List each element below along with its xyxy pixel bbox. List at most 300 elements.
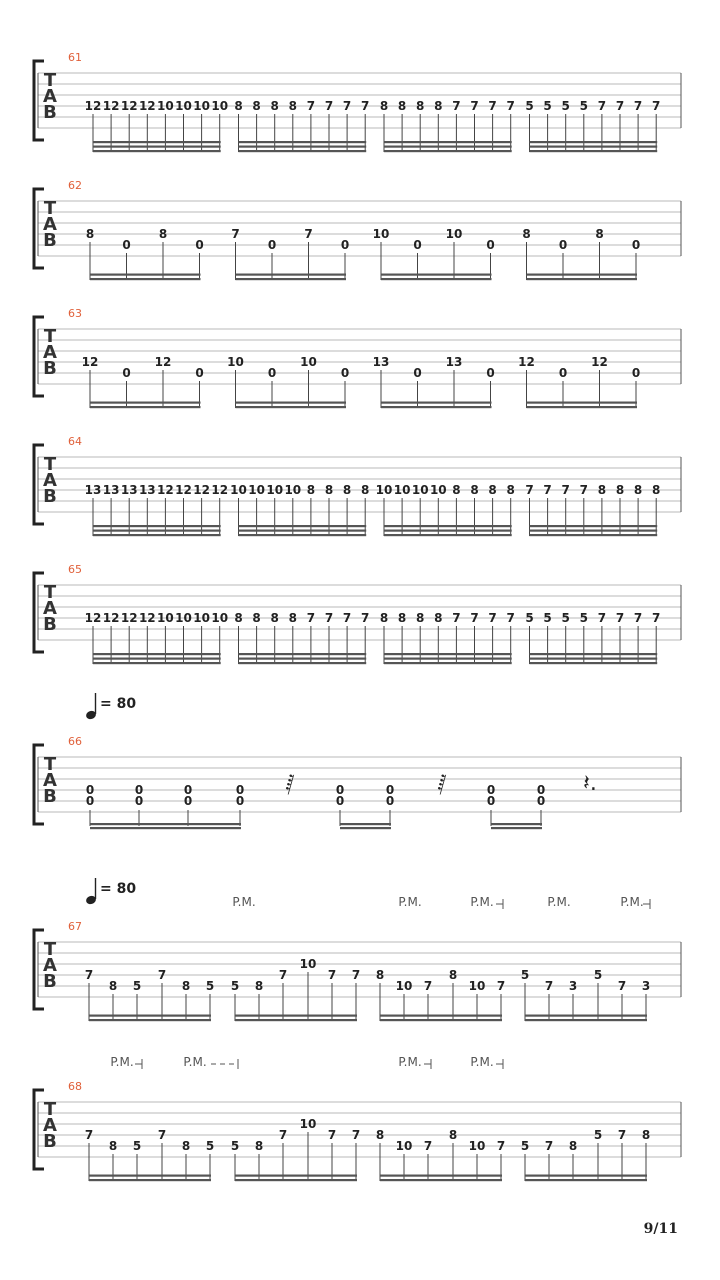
beam [93, 534, 221, 536]
fret-number: 7 [84, 968, 94, 982]
fret-number: 5 [561, 99, 570, 113]
fret-number: 8 [397, 611, 407, 625]
fret-number: 12 [591, 355, 608, 369]
beam [530, 653, 658, 655]
beam [235, 1015, 357, 1017]
fret-number: 10 [468, 1139, 486, 1153]
fret-number: 8 [324, 483, 334, 497]
fret-number: 0 [558, 366, 568, 380]
fret-number: 7 [327, 1128, 337, 1142]
fret-number: 7 [423, 1139, 433, 1153]
fret-number: 7 [544, 1139, 554, 1153]
fret-number: 0 [134, 794, 144, 808]
fret-number: 8 [615, 483, 625, 497]
fret-number: 0 [335, 783, 345, 797]
fret-number: 10 [299, 1117, 317, 1131]
tempo-marking: = 80 [100, 881, 137, 897]
fret-number: 7 [525, 483, 534, 497]
fret-number: 0 [536, 794, 546, 808]
fret-number: 8 [470, 483, 479, 497]
beam [239, 146, 367, 148]
fret-number: 0 [340, 366, 350, 380]
fret-number: 8 [270, 99, 279, 113]
fret-number: 7 [278, 968, 288, 982]
fret-number: 5 [579, 611, 588, 625]
beam [384, 141, 512, 143]
fret-number: 8 [158, 227, 168, 241]
fret-number: 8 [375, 1128, 385, 1142]
tab-system-63 [34, 307, 681, 408]
tab-system-68 [34, 1055, 681, 1181]
beam [525, 1179, 647, 1181]
fret-number: 0 [536, 783, 546, 797]
fret-number: 7 [470, 611, 479, 625]
tab-clef-a: A [43, 598, 57, 619]
palm-mute-label: P.M. [398, 895, 422, 909]
fret-number: 5 [525, 99, 534, 113]
fret-number: 7 [488, 611, 497, 625]
fret-number: 10 [375, 483, 393, 497]
fret-number: 10 [393, 483, 411, 497]
fret-number: 0 [267, 366, 277, 380]
beam [239, 662, 367, 664]
fret-number: 12 [102, 99, 120, 113]
fret-number: 7 [652, 99, 661, 113]
tab-system-62 [34, 179, 681, 280]
beam [525, 1019, 647, 1021]
fret-number: 8 [448, 968, 458, 982]
fret-number: 7 [506, 99, 515, 113]
fret-number: 10 [300, 355, 317, 369]
beam [90, 827, 241, 829]
tab-clef-b: B [43, 1131, 57, 1152]
fret-number: 5 [593, 1128, 603, 1142]
fret-number: 10 [284, 483, 302, 497]
fret-number: 0 [267, 238, 277, 252]
palm-mute-label: P.M. [398, 1055, 422, 1069]
beam [530, 146, 658, 148]
fret-number: 10 [211, 611, 229, 625]
palm-mute-label: P.M. [110, 1055, 134, 1069]
fret-number: 5 [543, 611, 552, 625]
fret-number: 7 [306, 611, 316, 625]
tab-clef-t: T [43, 198, 57, 219]
fret-number: 13 [138, 483, 156, 497]
fret-number: 8 [270, 611, 279, 625]
beam [384, 525, 512, 527]
tab-system-67 [34, 878, 681, 1021]
fret-number: 8 [288, 611, 297, 625]
tab-system-64 [34, 435, 681, 536]
fret-number: 3 [568, 979, 578, 993]
fret-number: 0 [183, 794, 193, 808]
beam [384, 150, 512, 152]
fret-number: 7 [324, 99, 334, 113]
tab-clef-b: B [43, 230, 57, 251]
fret-number: 12 [138, 99, 156, 113]
fret-number: 7 [452, 611, 461, 625]
fret-number: 5 [525, 611, 534, 625]
fret-number: 7 [615, 611, 625, 625]
fret-number: 7 [84, 1128, 94, 1142]
fret-number: 8 [85, 227, 95, 241]
fret-number: 5 [132, 1139, 142, 1153]
page-number: 9/11 [643, 1221, 678, 1237]
fret-number: 5 [520, 968, 530, 982]
fret-number: 5 [520, 1139, 530, 1153]
beam [89, 1179, 211, 1181]
beam [93, 146, 221, 148]
beam [491, 827, 542, 829]
fret-number: 7 [496, 1139, 506, 1153]
beam [384, 658, 512, 660]
fret-number: 7 [597, 611, 607, 625]
fret-number: 7 [633, 99, 643, 113]
beam [530, 658, 658, 660]
fret-number: 0 [122, 366, 131, 380]
fret-number: 5 [579, 99, 588, 113]
fret-number: 8 [306, 483, 316, 497]
beam [340, 827, 391, 829]
fret-number: 8 [379, 611, 389, 625]
fret-number: 7 [506, 611, 515, 625]
fret-number: 12 [84, 99, 102, 113]
fret-number: 8 [597, 483, 607, 497]
fret-number: 7 [561, 483, 570, 497]
fret-number: 13 [372, 355, 390, 369]
measure-number: 64 [68, 435, 82, 448]
rest-icon: 𝄽. [583, 771, 597, 796]
tab-clef-a: A [43, 470, 57, 491]
tab-clef-a: A [43, 770, 57, 791]
fret-number: 5 [561, 611, 570, 625]
beam [381, 406, 492, 408]
fret-number: 7 [342, 99, 352, 113]
fret-number: 8 [452, 483, 461, 497]
beam [235, 1019, 357, 1021]
beam [93, 530, 221, 532]
fret-number: 0 [340, 238, 350, 252]
beam [236, 402, 347, 404]
beam [235, 1179, 357, 1181]
fret-number: 7 [652, 611, 661, 625]
tab-clef-t: T [43, 454, 57, 475]
beam [93, 150, 221, 152]
fret-number: 7 [361, 99, 370, 113]
tab-clef-b: B [43, 486, 57, 507]
fret-number: 10 [157, 611, 174, 625]
fret-number: 13 [120, 483, 138, 497]
beam [530, 141, 658, 143]
fret-number: 10 [445, 227, 463, 241]
fret-number: 5 [205, 979, 215, 993]
fret-number: 8 [522, 227, 531, 241]
fret-number: 8 [434, 99, 443, 113]
beam [381, 402, 492, 404]
fret-number: 7 [351, 968, 361, 982]
fret-number: 0 [486, 794, 496, 808]
fret-number: 0 [235, 794, 245, 808]
beam [380, 1175, 502, 1177]
fret-number: 8 [288, 99, 297, 113]
fret-number: 12 [84, 611, 102, 625]
fret-number: 7 [617, 1128, 627, 1142]
fret-number: 7 [304, 227, 313, 241]
fret-number: 8 [633, 483, 643, 497]
fret-number: 12 [193, 483, 210, 497]
fret-number: 0 [235, 783, 245, 797]
fret-number: 12 [120, 611, 138, 625]
beam [384, 662, 512, 664]
fret-number: 12 [154, 355, 172, 369]
fret-number: 7 [157, 1128, 167, 1142]
tab-clef-t: T [43, 70, 57, 91]
fret-number: 0 [413, 366, 422, 380]
fret-number: 8 [181, 979, 191, 993]
measure-number: 68 [68, 1080, 82, 1093]
tab-clef-a: A [43, 342, 57, 363]
tab-clef-t: T [43, 582, 57, 603]
measure-number: 65 [68, 563, 82, 576]
fret-number: 10 [411, 483, 429, 497]
fret-number: 12 [175, 483, 192, 497]
fret-number: 7 [342, 611, 352, 625]
fret-number: 8 [234, 611, 243, 625]
fret-number: 0 [122, 238, 131, 252]
fret-number: 8 [108, 1139, 118, 1153]
fret-number: 8 [108, 979, 118, 993]
beam [90, 402, 201, 404]
fret-number: 7 [543, 483, 552, 497]
fret-number: 5 [132, 979, 142, 993]
fret-number: 0 [195, 238, 204, 252]
fret-number: 7 [327, 968, 337, 982]
measure-number: 67 [68, 920, 82, 933]
fret-number: 12 [120, 99, 138, 113]
beam [236, 274, 347, 276]
measure-number: 61 [68, 51, 82, 64]
fret-number: 10 [157, 99, 174, 113]
tab-clef-a: A [43, 1115, 57, 1136]
beam [530, 150, 658, 152]
fret-number: 8 [361, 483, 370, 497]
fret-number: 7 [351, 1128, 361, 1142]
fret-number: 10 [211, 99, 229, 113]
fret-number: 7 [544, 979, 554, 993]
fret-number: 12 [211, 483, 229, 497]
fret-number: 8 [568, 1139, 578, 1153]
tab-system-61 [34, 51, 681, 152]
beam [89, 1175, 211, 1177]
beam [236, 278, 347, 280]
tab-clef-a: A [43, 214, 57, 235]
tab-clef-t: T [43, 754, 57, 775]
tab-clef-t: T [43, 1099, 57, 1120]
tab-system-66 [34, 693, 681, 829]
fret-number: 8 [434, 611, 443, 625]
beam [239, 658, 367, 660]
tab-clef-b: B [43, 614, 57, 635]
fret-number: 8 [181, 1139, 191, 1153]
beam [93, 653, 221, 655]
fret-number: 0 [486, 783, 496, 797]
fret-number: 8 [252, 99, 261, 113]
beam [90, 406, 201, 408]
fret-number: 7 [488, 99, 497, 113]
tab-clef-b: B [43, 102, 57, 123]
fret-number: 10 [175, 99, 192, 113]
beam [380, 1179, 502, 1181]
fret-number: 3 [641, 979, 651, 993]
beam [530, 525, 658, 527]
tab-clef-t: T [43, 939, 57, 960]
beam [527, 278, 638, 280]
tempo-marking: = 80 [100, 696, 137, 712]
fret-number: 8 [595, 227, 604, 241]
beam [90, 823, 241, 825]
tab-clef-a: A [43, 86, 57, 107]
measure-number: 62 [68, 179, 82, 192]
fret-number: 12 [138, 611, 156, 625]
beam [527, 402, 638, 404]
measure-number: 66 [68, 735, 82, 748]
fret-number: 10 [429, 483, 447, 497]
fret-number: 10 [175, 611, 192, 625]
beam [525, 1015, 647, 1017]
fret-number: 0 [558, 238, 568, 252]
palm-mute-label: P.M. [620, 895, 644, 909]
fret-number: 7 [633, 611, 643, 625]
fret-number: 0 [85, 794, 95, 808]
fret-number: 0 [631, 366, 641, 380]
palm-mute-label: P.M. [547, 895, 571, 909]
fret-number: 12 [157, 483, 174, 497]
fret-number: 8 [416, 611, 425, 625]
beam [384, 653, 512, 655]
beam [530, 662, 658, 664]
beam [530, 534, 658, 536]
tab-clef-b: B [43, 971, 57, 992]
tab-clef-b: B [43, 786, 57, 807]
fret-number: 8 [488, 483, 497, 497]
beam [93, 662, 221, 664]
fret-number: 8 [254, 979, 264, 993]
beam [89, 1015, 211, 1017]
fret-number: 13 [445, 355, 463, 369]
fret-number: 5 [205, 1139, 215, 1153]
fret-number: 5 [230, 979, 240, 993]
fret-number: 0 [486, 238, 495, 252]
beam [384, 146, 512, 148]
fret-number: 0 [183, 783, 193, 797]
beam [381, 274, 492, 276]
fret-number: 0 [385, 794, 395, 808]
fret-number: 7 [278, 1128, 288, 1142]
beam [239, 141, 367, 143]
fret-number: 8 [252, 611, 261, 625]
palm-mute-label: P.M. [470, 1055, 494, 1069]
fret-number: 8 [342, 483, 352, 497]
beam [384, 534, 512, 536]
fret-number: 0 [85, 783, 95, 797]
fret-number: 0 [413, 238, 422, 252]
beam [491, 823, 542, 825]
rest-icon: 𝅁 [285, 771, 295, 796]
fret-number: 5 [543, 99, 552, 113]
fret-number: 10 [299, 957, 317, 971]
fret-number: 7 [496, 979, 506, 993]
fret-number: 10 [193, 99, 210, 113]
fret-number: 7 [615, 99, 625, 113]
fret-number: 10 [468, 979, 486, 993]
beam [239, 534, 367, 536]
fret-number: 10 [193, 611, 210, 625]
beam [239, 525, 367, 527]
fret-number: 8 [254, 1139, 264, 1153]
fret-number: 10 [227, 355, 244, 369]
fret-number: 0 [134, 783, 144, 797]
fret-number: 10 [372, 227, 390, 241]
beam [380, 1019, 502, 1021]
fret-number: 0 [631, 238, 641, 252]
fret-number: 8 [506, 483, 515, 497]
beam [525, 1175, 647, 1177]
fret-number: 10 [266, 483, 284, 497]
palm-mute-label: P.M. [183, 1055, 207, 1069]
beam [236, 406, 347, 408]
fret-number: 7 [579, 483, 588, 497]
fret-number: 8 [641, 1128, 651, 1142]
beam [93, 525, 221, 527]
fret-number: 12 [102, 611, 120, 625]
fret-number: 8 [375, 968, 385, 982]
fret-number: 7 [452, 99, 461, 113]
beam [239, 150, 367, 152]
beam [527, 274, 638, 276]
fret-number: 7 [306, 99, 316, 113]
fret-number: 7 [470, 99, 479, 113]
fret-number: 8 [234, 99, 243, 113]
beam [239, 653, 367, 655]
fret-number: 0 [486, 366, 495, 380]
fret-number: 7 [324, 611, 334, 625]
fret-number: 7 [157, 968, 167, 982]
beam [530, 530, 658, 532]
fret-number: 10 [395, 1139, 413, 1153]
beam [89, 1019, 211, 1021]
fret-number: 10 [248, 483, 265, 497]
fret-number: 7 [597, 99, 607, 113]
beam [93, 658, 221, 660]
fret-number: 7 [231, 227, 240, 241]
fret-number: 7 [423, 979, 433, 993]
beam [90, 278, 201, 280]
beam [235, 1175, 357, 1177]
beam [381, 278, 492, 280]
beam [93, 141, 221, 143]
fret-number: 5 [593, 968, 603, 982]
fret-number: 8 [379, 99, 389, 113]
fret-number: 12 [518, 355, 535, 369]
beam [384, 530, 512, 532]
fret-number: 0 [335, 794, 345, 808]
tab-clef-t: T [43, 326, 57, 347]
fret-number: 7 [617, 979, 627, 993]
palm-mute-label: P.M. [232, 895, 256, 909]
beam [380, 1015, 502, 1017]
fret-number: 7 [361, 611, 370, 625]
beam [527, 406, 638, 408]
